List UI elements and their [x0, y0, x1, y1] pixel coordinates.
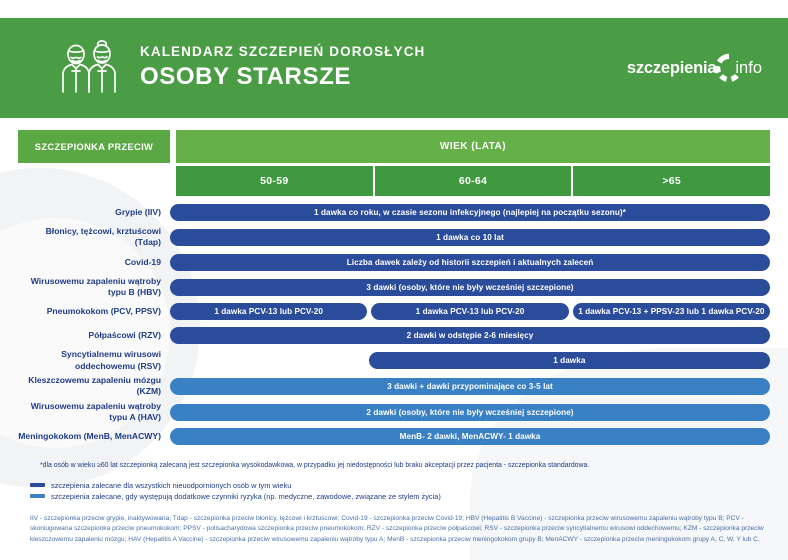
- row-cells: [170, 375, 770, 398]
- row-cells: [170, 226, 770, 249]
- recommendation-pill: 3 dawki (osoby, które nie były wcześniej szczepione): [170, 279, 770, 296]
- recommendation-pill: 2 dawki (osoby, które nie były wcześniej szczepione): [170, 404, 770, 421]
- table-row: [18, 375, 770, 398]
- row-label: Wirusowemu zapaleniu wątroby typu A (HAV): [30, 400, 161, 423]
- infographic-page: [0, 18, 788, 560]
- row-label: Covid-19: [124, 256, 161, 267]
- row-cells: [170, 349, 770, 372]
- footnotes-block: [30, 461, 766, 500]
- age-subheader-spacer: [18, 166, 170, 196]
- row-label: Błonicy, tężcowi, krztuścowi (Tdap): [45, 226, 161, 248]
- legend-item: [30, 492, 766, 501]
- table-row: [18, 226, 770, 249]
- row-label: Syncytialnemu wirusowi oddechowemu (RSV): [61, 349, 161, 371]
- row-label: Półpaścowi (RZV): [88, 330, 161, 341]
- table-row: [18, 349, 770, 372]
- recommendation-pill: 1 dawka PCV-13 + PPSV-23 lub 1 dawka PCV-20: [573, 303, 770, 320]
- table-row: [18, 426, 770, 447]
- row-cells: [170, 401, 770, 424]
- table-body: [18, 202, 770, 447]
- elderly-couple-icon: [58, 40, 120, 96]
- age-column-65-plus: >65: [573, 166, 770, 196]
- header-text-block: [140, 44, 627, 92]
- row-label: Pneumokokom (PCV, PPSV): [46, 306, 161, 317]
- logo-wordmark: szczepienia: [626, 58, 717, 77]
- footnote-asterisk: *dla osób w wieku ≥60 lat szczepionką zalecaną jest szczepionka wysokodawkowa, w przypadku jej niedostępności lub braku akceptacji przez pacjenta - szczepionka standardowa.: [40, 462, 590, 470]
- vaccination-table: [18, 130, 770, 447]
- age-column-50-59: 50-59: [176, 166, 375, 196]
- page-title: OSOBY STARSZE: [140, 63, 351, 91]
- legend-color-swatch: [30, 494, 45, 498]
- legend-item: [30, 481, 766, 490]
- legend-list: [30, 481, 766, 501]
- table-row: [18, 202, 770, 223]
- recommendation-pill: Liczba dawek zależy od historii szczepień i aktualnych zaleceń: [170, 254, 770, 271]
- recommendation-pill: MenB- 2 dawki, MenACWY- 1 dawka: [170, 428, 770, 445]
- table-row: [18, 276, 770, 299]
- table-row: [18, 325, 770, 346]
- abbreviations-text: IIV - szczepionka przeciw grypie, inaktywowana; Tdap - szczepionka przeciw błonicy, tężcowi i krztuścowi; Covid-19 - szczepionka przeciw Covid-19; HBV (Hepatitis B Vaccine) - szczepionka przeciw wirusowemu zapaleniu wątroby typu B; PCV - skoniugowana szczepionka przeciw pneumokokom; PPSV - polisacharydowa szczepionka przeciw pneumokokom; RZV - szczepionka przeciw półpaścowi; RSV - szczepionka przeciw syncytialnemu wirusowi oddechowemu; KZM - szczepionka przeciw kleszczowemu zapaleniu mózgu; HAV (Hepatitis A Vaccine) - szczepionka przeciw wirusowemu zapaleniu wątroby typu A; MenB - szczepionka przeciw meningokokom grupy B; MenACWY - szczepionka przeciw meningokokom grupy A, C, W, Y lub C.: [30, 514, 764, 544]
- legend-label: szczepienia zalecane, gdy występują dodatkowe czynniki ryzyka (np. medyczne, zawodowe, związane ze stylem życia): [51, 491, 441, 501]
- row-label: Meningokokom (MenB, MenACWY): [18, 431, 161, 442]
- table-header-row: [18, 130, 770, 163]
- column-header-vaccine: SZCZEPIONKA PRZECIW: [18, 130, 170, 163]
- recommendation-pill: 1 dawka PCV-13 lub PCV-20: [371, 303, 568, 320]
- row-cells: [170, 301, 770, 322]
- recommendation-pill: 3 dawki + dawki przypominające co 3-5 lat: [170, 378, 770, 395]
- table-age-subheader-row: [18, 166, 770, 196]
- row-label: Wirusowemu zapaleniu wątroby typu B (HBV): [30, 275, 161, 298]
- row-cells: [170, 325, 770, 346]
- page-header: [0, 18, 788, 118]
- logo-info-text: info: [735, 58, 762, 77]
- recommendation-pill: 1 dawka co 10 lat: [170, 229, 770, 246]
- age-column-60-64: 60-64: [375, 166, 574, 196]
- header-subtitle: KALENDARZ SZCZEPIEŃ DOROSŁYCH: [140, 44, 426, 60]
- row-label: Kleszczowemu zapaleniu mózgu (KZM): [28, 375, 161, 397]
- row-label: Grypie (IIV): [115, 206, 161, 217]
- szczepienia-info-logo[interactable]: [627, 53, 762, 83]
- row-cells: [170, 426, 770, 447]
- table-row: [18, 301, 770, 322]
- legend-color-swatch: [30, 483, 45, 487]
- recommendation-pill: 2 dawki w odstępie 2-6 miesięcy: [170, 327, 770, 344]
- legend-label: szczepienia zalecane dla wszystkich nieuodpornionych osób w tym wieku: [51, 480, 292, 490]
- recommendation-pill: 1 dawka co roku, w czasie sezonu infekcyjnego (najlepiej na początku sezonu)*: [170, 204, 770, 221]
- table-row: [18, 401, 770, 424]
- recommendation-pill: 1 dawka: [369, 352, 770, 369]
- recommendation-pill: 1 dawka PCV-13 lub PCV-20: [170, 303, 367, 320]
- row-cells: [170, 252, 770, 273]
- row-cells: [170, 202, 770, 223]
- column-header-age-group: WIEK (LATA): [176, 130, 770, 163]
- row-cells: [170, 276, 770, 299]
- table-row: [18, 252, 770, 273]
